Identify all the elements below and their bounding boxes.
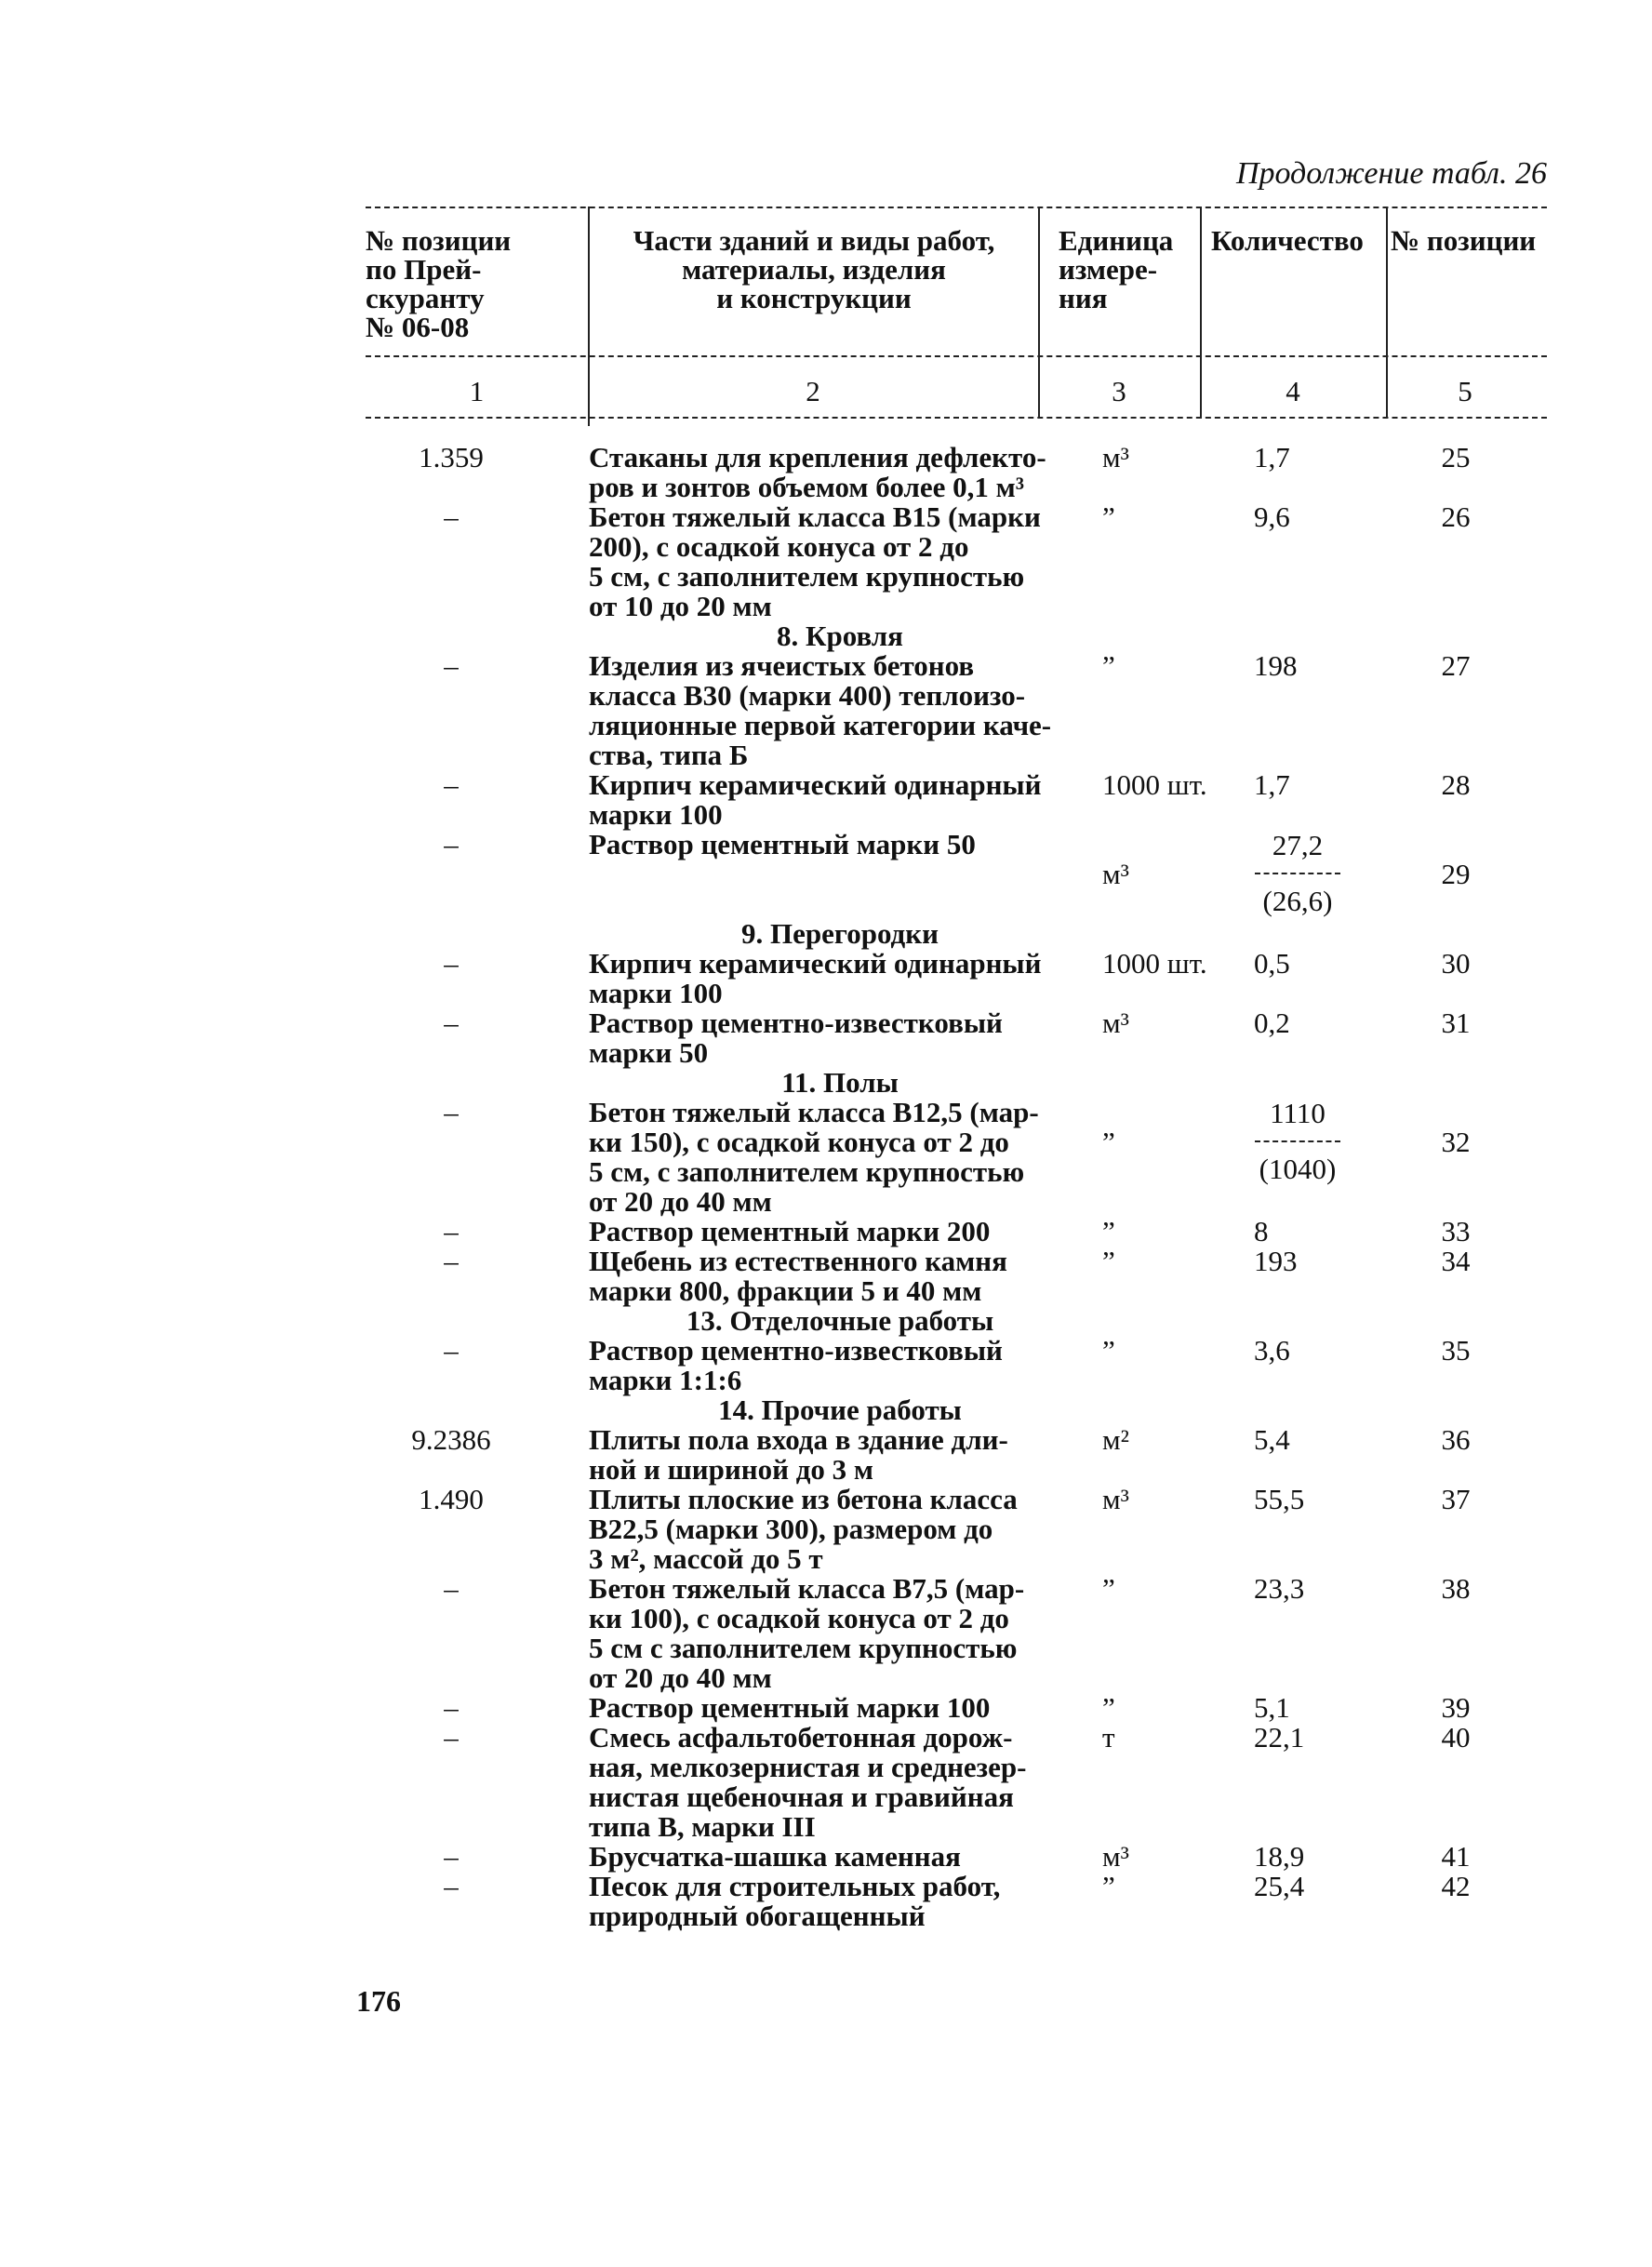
row-description-line: от 10 до 20 мм [589,590,772,622]
row-quantity: 0,2 [1254,1007,1290,1039]
row-description-line: Брусчатка-шашка каменная [589,1840,961,1873]
quantity-alt: (1040) [1259,1153,1337,1185]
row-description-line: типа В, марки III [589,1810,816,1843]
row-description-line: ства, типа Б [589,739,749,771]
row-description-line: марки 800, фракции 5 и 40 мм [589,1274,982,1307]
row-description-line: ной и шириной до 3 м [589,1453,873,1486]
row-unit: м³ [1102,858,1129,890]
row-description [589,1008,1091,1068]
section-heading: 14. Прочие работы [718,1394,962,1426]
row-description [589,1693,1091,1723]
column-number-5: 5 [1458,375,1472,407]
row-description [589,949,1091,1008]
header-col1-line: скуранту [366,282,485,314]
row-description [589,1336,1091,1395]
row-quantity: 198 [1254,649,1298,682]
row-quantity: 0,5 [1254,947,1290,980]
row-code: 1.359 [419,441,484,473]
row-description-line: Бетон тяжелый класса В12,5 (мар- [589,1096,1039,1128]
row-position: 28 [1441,768,1471,801]
row-unit: м² [1102,1423,1129,1456]
row-description-line: марки 100 [589,798,723,831]
row-position: 29 [1441,858,1471,890]
row-unit: 1000 шт. [1102,768,1207,801]
row-unit: ” [1102,1245,1115,1277]
quantity-alt: (26,6) [1262,885,1333,917]
row-description-line: 5 см, с заполнителем крупностью [589,1155,1025,1188]
row-description-line: Стаканы для крепления дефлекто- [589,441,1046,473]
row-position: 32 [1441,1126,1471,1158]
row-unit: м³ [1102,1840,1129,1873]
row-description [589,1485,1091,1574]
row-description-line: Плиты пола входа в здание дли- [589,1423,1008,1456]
row-description-line: от 20 до 40 мм [589,1661,772,1694]
row-description-line: Бетон тяжелый класса В7,5 (мар- [589,1572,1025,1605]
row-position: 40 [1441,1721,1471,1754]
row-quantity: 55,5 [1254,1483,1305,1515]
header-col2 [595,226,1032,313]
header-col3-line: Единица [1059,224,1174,257]
row-description-line: от 20 до 40 мм [589,1185,772,1218]
row-quantity: 5,4 [1254,1423,1290,1456]
row-code: – [444,1096,459,1128]
header-col4 [1211,226,1364,255]
row-description-line: 5 см с заполнителем крупностью [589,1632,1018,1664]
row-description-line: марки 50 [589,1036,709,1069]
row-quantity: 3,6 [1254,1334,1290,1367]
header-col3 [1059,226,1173,313]
row-quantity: 193 [1254,1245,1298,1277]
header-col1 [366,226,511,341]
row-position: 31 [1441,1007,1471,1039]
row-code: – [444,768,459,801]
row-code: – [444,1691,459,1724]
row-position: 36 [1441,1423,1471,1456]
row-description-line: Изделия из ячеистых бетонов [589,649,975,682]
row-code: 1.490 [419,1483,484,1515]
row-unit: м³ [1102,1483,1129,1515]
row-unit: ” [1102,1870,1115,1902]
row-code: – [444,1721,459,1754]
quantity-main: 1110 [1270,1097,1326,1129]
row-quantity: 18,9 [1254,1840,1305,1873]
row-unit: м³ [1102,1007,1129,1039]
row-description-line: Бетон тяжелый класса В15 (марки [589,500,1041,533]
row-code: – [444,947,459,980]
row-position: 34 [1441,1245,1471,1277]
row-unit: т [1102,1721,1115,1754]
row-description [589,1217,1091,1247]
row-description-line: 200), с осадкой конуса от 2 до [589,530,969,563]
header-col5 [1391,226,1536,255]
header-col4-label: Количество [1211,224,1364,257]
row-description [589,1723,1091,1842]
row-description-line: ки 150), с осадкой конуса от 2 до [589,1126,1009,1158]
row-description-line: Смесь асфальтобетонная дорож- [589,1721,1013,1754]
row-description-line: Раствор цементно-известковый [589,1334,1003,1367]
fraction-bar [1255,1140,1340,1142]
row-description-line: Кирпич керамический одинарный [589,768,1042,801]
section-heading: 11. Полы [781,1066,899,1099]
row-description-line: В22,5 (марки 300), размером до [589,1513,993,1545]
row-description [589,1098,1091,1217]
row-unit: ” [1102,1691,1115,1724]
row-description [589,1872,1091,1931]
column-number-1: 1 [469,375,485,407]
row-description [589,651,1091,770]
row-position: 30 [1441,947,1471,980]
row-description-line: Кирпич керамический одинарный [589,947,1042,980]
row-unit: ” [1102,1126,1115,1158]
row-unit: м³ [1102,441,1129,473]
row-position: 26 [1441,500,1471,533]
row-description-line: Щебень из естественного камня [589,1245,1007,1277]
row-quantity: 23,3 [1254,1572,1305,1605]
row-description-line: нистая щебеночная и гравийная [589,1780,1014,1813]
header-mid-rule [366,355,1547,357]
row-quantity-fraction [1246,1098,1349,1185]
row-description [589,1247,1091,1306]
row-code: – [444,1007,459,1039]
header-col1-line: № 06-08 [366,311,470,343]
row-code: – [444,1334,459,1367]
row-unit: ” [1102,649,1115,682]
row-code: – [444,1840,459,1873]
row-quantity: 5,1 [1254,1691,1290,1724]
row-quantity: 1,7 [1254,768,1290,801]
row-quantity-fraction [1246,830,1349,917]
row-description [589,443,1091,502]
row-quantity: 22,1 [1254,1721,1305,1754]
quantity-main: 27,2 [1272,829,1324,861]
row-description-line: марки 100 [589,977,723,1009]
header-col3-line: измере- [1059,253,1158,286]
header-col2-line: Части зданий и виды работ, [633,224,995,257]
row-description-line: природный обогащенный [589,1900,926,1932]
row-description-line: 5 см, с заполнителем крупностью [589,560,1025,593]
row-description-line: Песок для строительных работ, [589,1870,1001,1902]
column-number-2: 2 [806,375,820,407]
row-description-line: ляционные первой категории каче- [589,709,1052,741]
row-description-line: 3 м², массой до 5 т [589,1542,823,1575]
row-code: – [444,1245,459,1277]
column-number-3: 3 [1112,375,1126,407]
row-code: – [444,649,459,682]
row-description [589,770,1091,830]
section-heading: 8. Кровля [777,620,903,652]
row-code: – [444,1572,459,1605]
header-top-rule [366,207,1547,208]
row-code: 9.2386 [411,1423,491,1456]
row-description [589,1425,1091,1485]
header-col2-line: и конструкции [716,282,912,314]
row-description [589,830,1091,860]
page-number: 176 [356,1984,401,2018]
section-heading: 13. Отделочные работы [686,1304,994,1337]
row-position: 42 [1441,1870,1471,1902]
row-description-line: Плиты плоские из бетона класса [589,1483,1018,1515]
row-description-line: Раствор цементный марки 200 [589,1215,991,1247]
row-code: – [444,500,459,533]
row-quantity: 9,6 [1254,500,1290,533]
row-position: 25 [1441,441,1471,473]
row-position: 33 [1441,1215,1471,1247]
row-code: – [444,828,459,860]
row-description-line: Раствор цементный марки 50 [589,828,976,860]
row-position: 37 [1441,1483,1471,1515]
row-description-line: Раствор цементно-известковый [589,1007,1003,1039]
header-col1-line: № позиции [366,224,512,257]
row-unit: ” [1102,1334,1115,1367]
row-description [589,502,1091,621]
row-position: 38 [1441,1572,1471,1605]
row-quantity: 25,4 [1254,1870,1305,1902]
header-bottom-rule [366,417,1547,419]
row-position: 35 [1441,1334,1471,1367]
row-description-line: ров и зонтов объемом более 0,1 м³ [589,471,1025,503]
row-description-line: марки 1:1:6 [589,1364,742,1396]
row-position: 27 [1441,649,1471,682]
row-description [589,1842,1091,1872]
row-description-line: класса В30 (марки 400) теплоизо- [589,679,1026,712]
row-description [589,1574,1091,1693]
table-caption: Продолжение табл. 26 [1235,156,1547,191]
row-position: 41 [1441,1840,1471,1873]
header-col1-line: по Прей- [366,253,482,286]
row-unit: 1000 шт. [1102,947,1207,980]
section-heading: 9. Перегородки [741,917,939,950]
header-col3-line: ния [1059,282,1108,314]
row-quantity: 1,7 [1254,441,1290,473]
column-number-4: 4 [1286,375,1300,407]
row-unit: ” [1102,1215,1115,1247]
row-code: – [444,1870,459,1902]
row-unit: ” [1102,500,1115,533]
row-position: 39 [1441,1691,1471,1724]
row-description-line: ная, мелкозернистая и среднезер- [589,1751,1027,1783]
row-description-line: Раствор цементный марки 100 [589,1691,991,1724]
fraction-bar [1255,873,1340,874]
row-description-line: ки 100), с осадкой конуса от 2 до [589,1602,1009,1634]
row-unit: ” [1102,1572,1115,1605]
row-quantity: 8 [1254,1215,1269,1247]
header-col2-line: материалы, изделия [682,253,946,286]
header-col5-label: № позиции [1391,224,1537,257]
row-code: – [444,1215,459,1247]
